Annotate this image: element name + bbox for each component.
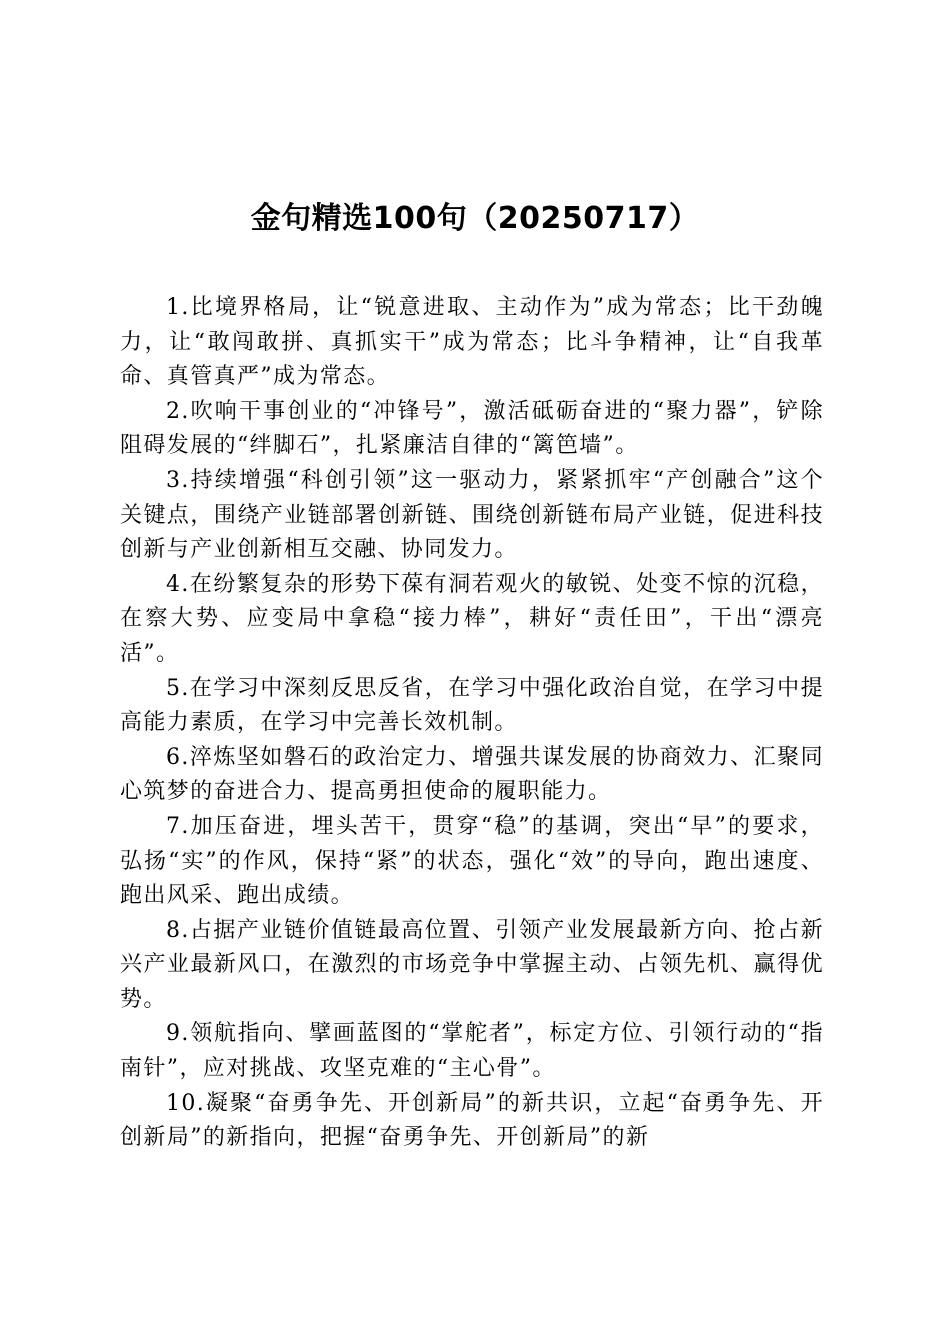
paragraph-7: 7.加压奋进，埋头苦干，贯穿“稳”的基调，突出“早”的要求，弘扬“实”的作风，保持“紧”的状态，强化“效”的导向，跑出速度、跑出风采、跑出成绩。	[120, 813, 824, 909]
paragraph-1: 1.比境界格局，让“锐意进取、主动作为”成为常态；比干劲魄力，让“敢闯敢拼、真抓实干”成为常态；比斗争精神，让“自我革命、真管真严”成为常态。	[120, 295, 824, 390]
paragraph-8: 8.占据产业链价值链最高位置、引领产业发展最新方向、抢占新兴产业最新风口，在激烈的市场竞争中掌握主动、占领先机、赢得优势。	[120, 917, 824, 1012]
paragraph-4: 4.在纷繁复杂的形势下葆有洞若观火的敏锐、处变不惊的沉稳，在察大势、应变局中拿稳“接力棒”，耕好“责任田”，干出“漂亮活”。	[120, 571, 824, 666]
paragraph-2: 2.吹响干事创业的“冲锋号”，激活砥砺奋进的“聚力器”，铲除阻碍发展的“绊脚石”，扎紧廉洁自律的“篱笆墙”。	[120, 398, 824, 459]
paragraph-9: 9.领航指向、擘画蓝图的“掌舵者”，标定方位、引领行动的“指南针”，应对挑战、攻坚克难的“主心骨”。	[120, 1021, 824, 1082]
paragraph-10: 10.凝聚“奋勇争先、开创新局”的新共识，立起“奋勇争先、开创新局”的新指向，把握“奋勇争先、开创新局”的新	[120, 1090, 824, 1151]
document-body	[120, 291, 824, 1156]
document-title: 金句精选100句（20250717）	[250, 201, 700, 236]
paragraph-5: 5.在学习中深刻反思反省，在学习中强化政治自觉，在学习中提高能力素质，在学习中完善长效机制。	[120, 675, 824, 736]
paragraph-3: 3.持续增强“科创引领”这一驱动力，紧紧抓牢“产创融合”这个关键点，围绕产业链部署创新链、围绕创新链布局产业链，促进科技创新与产业创新相互交融、协同发力。	[120, 467, 824, 563]
paragraph-6: 6.淬炼坚如磐石的政治定力、增强共谋发展的协商效力、汇聚同心筑梦的奋进合力、提高勇担使命的履职能力。	[120, 744, 824, 805]
